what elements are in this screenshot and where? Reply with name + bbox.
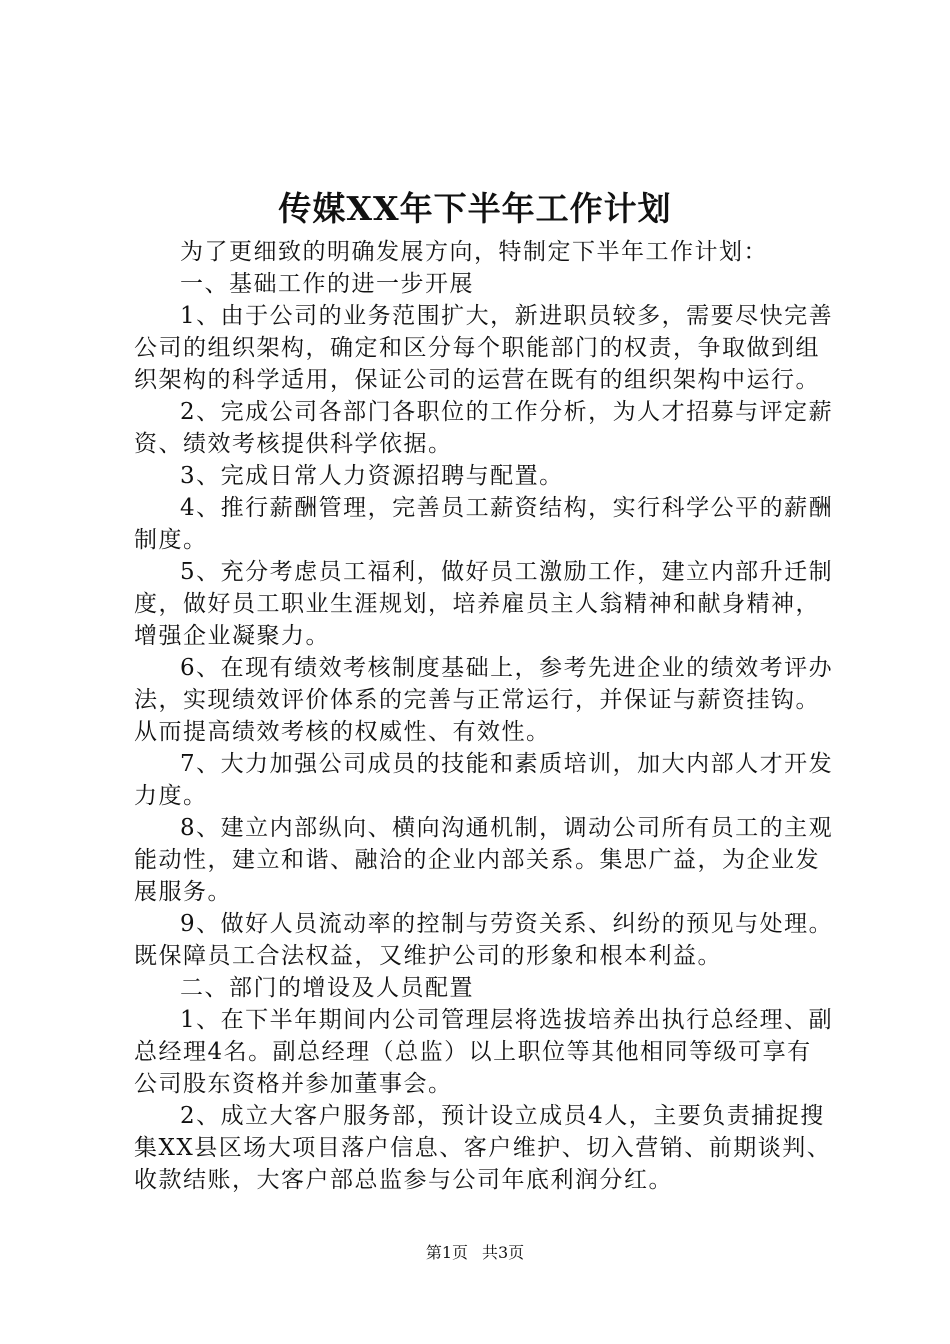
page-number: 第1页 [425, 1243, 468, 1262]
paragraph-1-2: 2、完成公司各部门各职位的工作分析，为人才招募与评定薪资、绩效考核提供科学依据。 [134, 399, 834, 457]
paragraph-2-1: 1、在下半年期间内公司管理层将选拔培养出执行总经理、副总经理4名。副总经理（总监）以上职位等其他相同等级可享有公司股东资格并参加董事会。 [134, 1007, 834, 1097]
paragraph-1-5: 5、充分考虑员工福利，做好员工激励工作，建立内部升迁制度，做好员工职业生涯规划，培养雇员主人翁精神和献身精神，增强企业凝聚力。 [134, 559, 834, 649]
page-footer [0, 1241, 950, 1265]
section-heading-2: 二、部门的增设及人员配置 [180, 975, 474, 1001]
page-total: 共3页 [482, 1243, 525, 1262]
paragraph-1-1: 1、由于公司的业务范围扩大，新进职员较多，需要尽快完善公司的组织架构，确定和区分每个职能部门的权责，争取做到组织架构的科学适用，保证公司的运营在既有的组织架构中运行。 [134, 303, 834, 393]
paragraph-1-9: 9、做好人员流动率的控制与劳资关系、纠纷的预见与处理。既保障员工合法权益，又维护公司的形象和根本利益。 [134, 911, 834, 969]
document-body [134, 236, 834, 1196]
section-heading-1: 一、基础工作的进一步开展 [180, 271, 474, 297]
paragraph-1-4: 4、推行薪酬管理，完善员工薪资结构，实行科学公平的薪酬制度。 [134, 495, 834, 553]
paragraph-1-8: 8、建立内部纵向、横向沟通机制，调动公司所有员工的主观能动性，建立和谐、融洽的企业内部关系。集思广益，为企业发展服务。 [134, 815, 834, 905]
paragraph-1-6: 6、在现有绩效考核制度基础上，参考先进企业的绩效考评办法，实现绩效评价体系的完善与正常运行，并保证与薪资挂钩。从而提高绩效考核的权威性、有效性。 [134, 655, 834, 745]
paragraph-1-7: 7、大力加强公司成员的技能和素质培训，加大内部人才开发力度。 [134, 751, 834, 809]
intro-paragraph: 为了更细致的明确发展方向，特制定下半年工作计划： [180, 239, 768, 265]
paragraph-1-3: 3、完成日常人力资源招聘与配置。 [180, 463, 564, 489]
paragraph-2-2: 2、成立大客户服务部，预计设立成员4人，主要负责捕捉搜集XX县区场大项目落户信息、客户维护、切入营销、前期谈判、收款结账，大客户部总监参与公司年底利润分红。 [134, 1103, 832, 1193]
document-title: 传媒XX年下半年工作计划 [278, 189, 672, 228]
